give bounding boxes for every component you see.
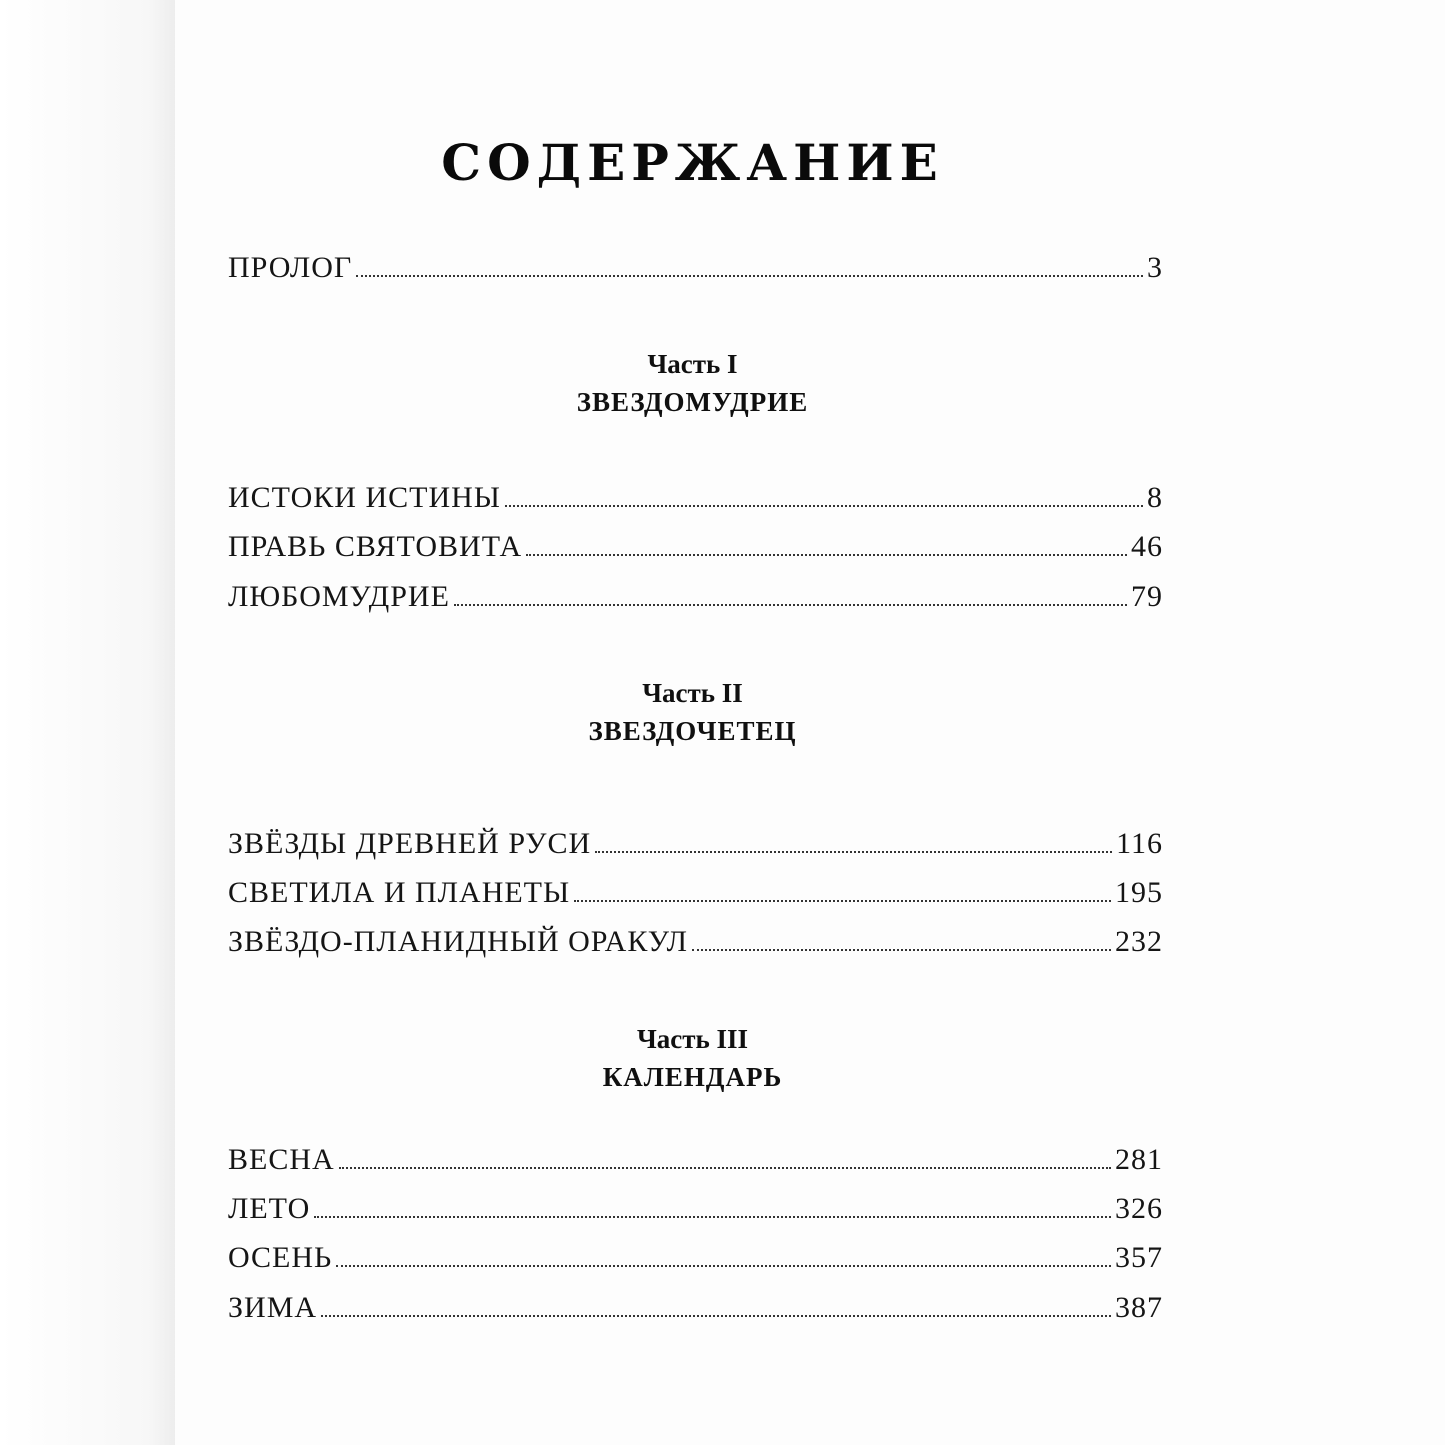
toc-entry bbox=[228, 873, 1163, 913]
dot-leader bbox=[336, 1265, 1111, 1267]
toc-entry-page: 387 bbox=[1115, 1291, 1163, 1324]
dot-leader bbox=[505, 505, 1143, 507]
toc-entry-label: СВЕТИЛА И ПЛАНЕТЫ bbox=[228, 876, 571, 909]
toc-entry-label: ОСЕНЬ bbox=[228, 1241, 333, 1274]
dot-leader bbox=[574, 900, 1111, 902]
toc-entry bbox=[228, 478, 1163, 518]
dot-leader bbox=[314, 1216, 1111, 1218]
dot-leader bbox=[454, 604, 1127, 606]
toc-entry-page: 232 bbox=[1115, 925, 1163, 958]
part-heading-1 bbox=[0, 346, 1385, 422]
toc-entry-label: ЛЕТО bbox=[228, 1192, 311, 1225]
toc-entry-label: ИСТОКИ ИСТИНЫ bbox=[228, 481, 501, 514]
toc-entry-label: ЗВЁЗДЫ ДРЕВНЕЙ РУСИ bbox=[228, 827, 592, 860]
toc-entry bbox=[228, 1189, 1163, 1229]
dot-leader bbox=[595, 851, 1112, 853]
toc-entry bbox=[228, 824, 1163, 864]
part-heading-3 bbox=[0, 1021, 1385, 1097]
toc-entry-page: 195 bbox=[1115, 876, 1163, 909]
toc-entry-page: 3 bbox=[1147, 251, 1163, 284]
part-number: Часть I bbox=[647, 349, 738, 379]
part-heading-2 bbox=[0, 675, 1385, 751]
dot-leader bbox=[526, 554, 1127, 556]
toc-entry-label: ЛЮБОМУДРИЕ bbox=[228, 580, 450, 613]
toc-entry-page: 326 bbox=[1115, 1192, 1163, 1225]
toc-entry-page: 79 bbox=[1131, 580, 1163, 613]
toc-entry-label: ЗВЁЗДО-ПЛАНИДНЫЙ ОРАКУЛ bbox=[228, 925, 688, 958]
toc-entry-label: ВЕСНА bbox=[228, 1143, 335, 1176]
toc-entry-prologue bbox=[228, 248, 1163, 288]
dot-leader bbox=[356, 275, 1143, 277]
toc-entry-page: 46 bbox=[1131, 530, 1163, 563]
dot-leader bbox=[692, 949, 1111, 951]
toc-entry-label: ПРОЛОГ bbox=[228, 251, 353, 284]
part-number: Часть II bbox=[642, 678, 743, 708]
toc-entry-label: ПРАВЬ СВЯТОВИТА bbox=[228, 530, 523, 563]
toc-entry-page: 281 bbox=[1115, 1143, 1163, 1176]
part-title: КАЛЕНДАРЬ bbox=[602, 1062, 783, 1092]
dot-leader bbox=[321, 1315, 1111, 1317]
toc-entry bbox=[228, 1288, 1163, 1328]
part-title: ЗВЕЗДОМУДРИЕ bbox=[576, 387, 809, 417]
toc-entry bbox=[228, 527, 1163, 567]
toc-entry bbox=[228, 922, 1163, 962]
toc-entry bbox=[228, 1238, 1163, 1278]
part-number: Часть III bbox=[636, 1024, 749, 1054]
dot-leader bbox=[339, 1167, 1111, 1169]
part-title: ЗВЕЗДОЧЕТЕЦ bbox=[588, 716, 797, 746]
toc-entry bbox=[228, 577, 1163, 617]
toc-entry-page: 116 bbox=[1116, 827, 1163, 860]
toc-entry-page: 357 bbox=[1115, 1241, 1163, 1274]
toc-entry-page: 8 bbox=[1147, 481, 1163, 514]
toc-entry bbox=[228, 1140, 1163, 1180]
page-title: СОДЕРЖАНИЕ bbox=[441, 133, 944, 192]
toc-entry-label: ЗИМА bbox=[228, 1291, 318, 1324]
